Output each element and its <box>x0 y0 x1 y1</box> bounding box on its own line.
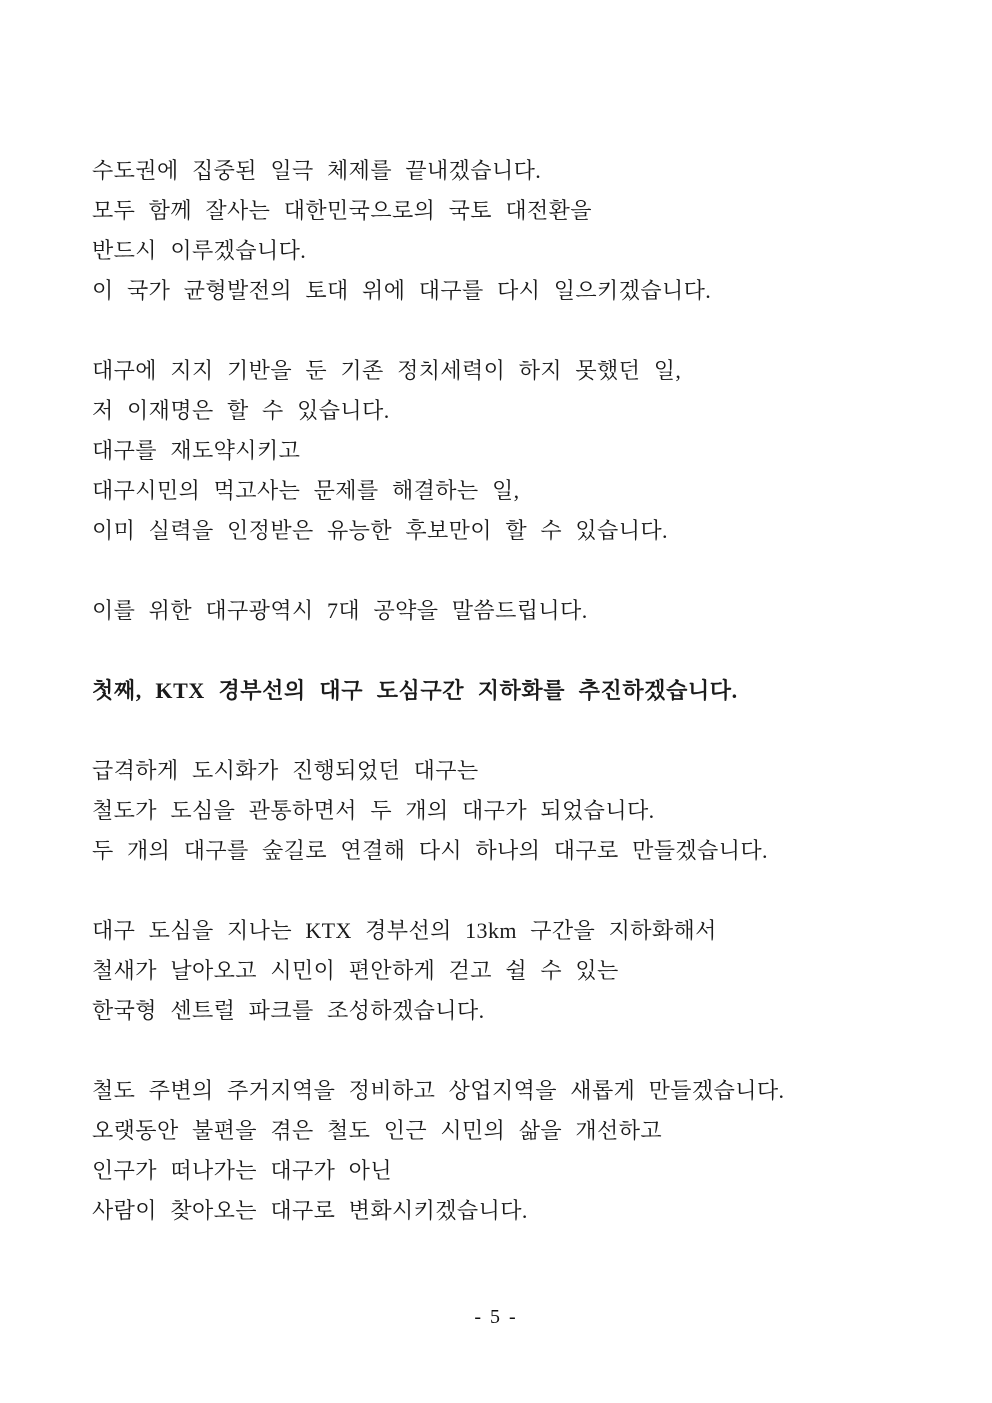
text-line: 첫째, KTX 경부선의 대구 도심구간 지하화를 추진하겠습니다. <box>92 678 738 703</box>
text-line: 반드시 이루겠습니다. <box>92 238 307 263</box>
paragraph <box>92 911 937 1031</box>
text-line: 철새가 날아오고 시민이 편안하게 걷고 쉴 수 있는 <box>92 958 619 983</box>
text-line: 철도 주변의 주거지역을 정비하고 상업지역을 새롭게 만들겠습니다. <box>92 1078 785 1103</box>
text-line: 이를 위한 대구광역시 7대 공약을 말씀드립니다. <box>92 598 588 623</box>
text-line: 모두 함께 잘사는 대한민국으로의 국토 대전환을 <box>92 198 592 223</box>
text-line: 대구 도심을 지나는 KTX 경부선의 13km 구간을 지하화해서 <box>92 918 717 943</box>
text-line: 대구시민의 먹고사는 문제를 해결하는 일, <box>92 478 520 503</box>
section-heading <box>92 671 937 711</box>
text-line: 인구가 떠나가는 대구가 아닌 <box>92 1158 392 1183</box>
page-number: - 5 - <box>474 1306 518 1328</box>
text-line: 급격하게 도시화가 진행되었던 대구는 <box>92 758 479 783</box>
paragraph <box>92 1071 937 1231</box>
text-line: 대구를 재도약시키고 <box>92 438 301 463</box>
text-line: 철도가 도심을 관통하면서 두 개의 대구가 되었습니다. <box>92 798 655 823</box>
paragraph <box>92 351 937 551</box>
paragraph <box>92 751 937 871</box>
text-line: 사람이 찾아오는 대구로 변화시키겠습니다. <box>92 1198 528 1223</box>
text-line: 대구에 지지 기반을 둔 기존 정치세력이 하지 못했던 일, <box>92 358 682 383</box>
page-footer <box>0 1303 992 1331</box>
paragraph <box>92 151 937 311</box>
text-line: 이 국가 균형발전의 토대 위에 대구를 다시 일으키겠습니다. <box>92 278 712 303</box>
text-line: 저 이재명은 할 수 있습니다. <box>92 398 390 423</box>
paragraph <box>92 591 937 631</box>
text-line: 오랫동안 불편을 겪은 철도 인근 시민의 삶을 개선하고 <box>92 1118 663 1143</box>
text-line: 이미 실력을 인정받은 유능한 후보만이 할 수 있습니다. <box>92 518 668 543</box>
text-line: 두 개의 대구를 숲길로 연결해 다시 하나의 대구로 만들겠습니다. <box>92 838 768 863</box>
text-line: 한국형 센트럴 파크를 조성하겠습니다. <box>92 998 485 1023</box>
document-body <box>92 151 937 1271</box>
text-line: 수도권에 집중된 일극 체제를 끝내겠습니다. <box>92 158 542 183</box>
